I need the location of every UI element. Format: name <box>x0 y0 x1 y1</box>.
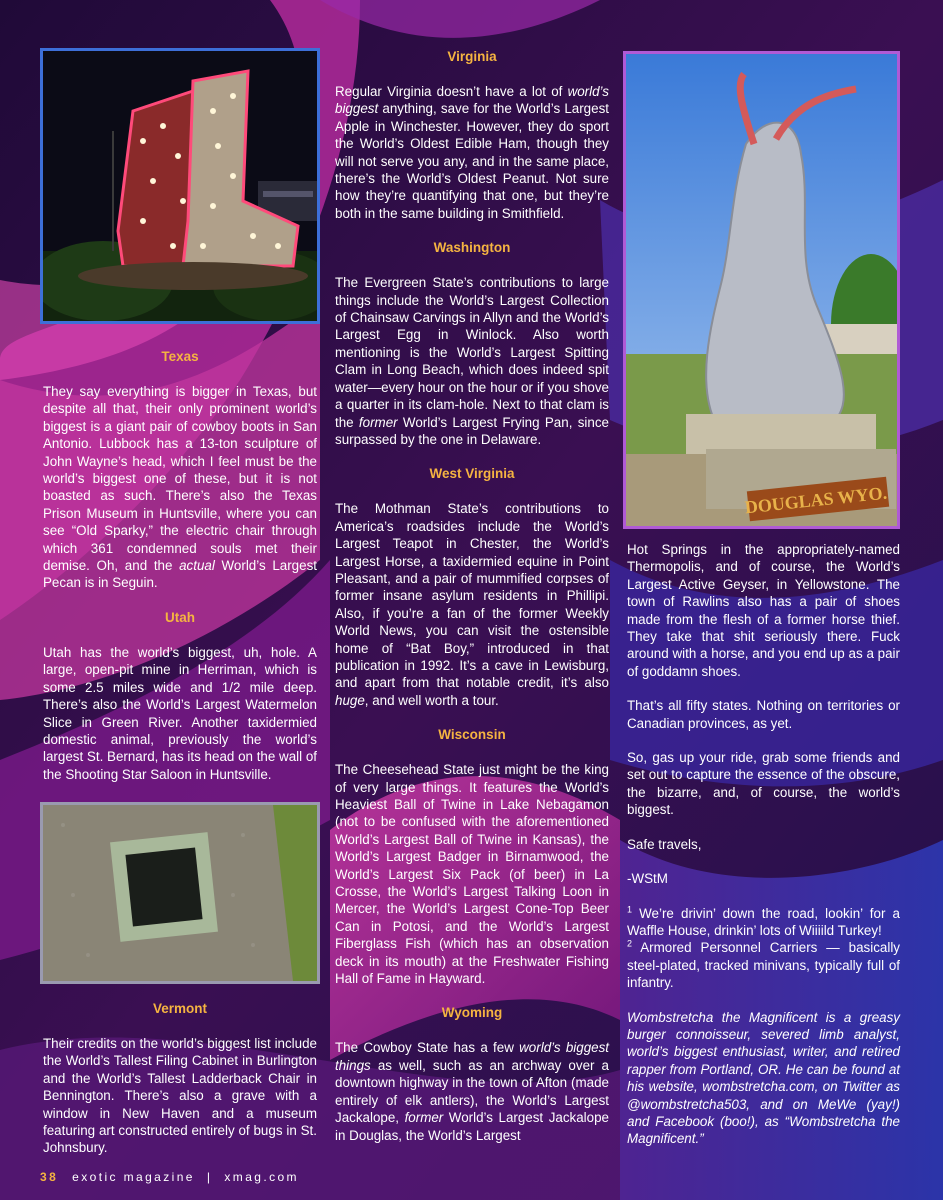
wyoming-paragraph: The Cowboy State has a few world’s biggest things as well, such as an archway over a downtown highway in the town of Afton (made entirely of elk antlers), the World’s Largest Jackalope, former World’s Largest Jackalope in Douglas, the World’s Largest <box>335 1040 610 1143</box>
footnote-2: $^2$ Armored Personnel Carriers — basically steel-plated, tracked minivans, typically full of infantry. <box>627 938 900 991</box>
closing-paragraph-1: That’s all fifty states. Nothing on territories or Canadian provinces, as yet. <box>627 698 900 731</box>
magazine-name: exotic magazine <box>72 1170 195 1184</box>
site-link[interactable]: xmag.com <box>224 1170 299 1184</box>
virginia-paragraph: Regular Virginia doesn’t have a lot of world’s biggest anything, save for the World’s Largest Apple in Winchester. However, they do sport the World’s Oldest Edible Ham, though they will not serve you any, and in the same place, there’s the World’s Oldest Peanut. Not sure how they’re quantifying that one, but they’re both in the same building in Smithfield. <box>335 84 609 221</box>
heading-washington: Washington <box>433 240 511 256</box>
closing-paragraph-2: So, gas up your ride, grab some friends and set out to capture the essence of the obscure, the bizarre, and, of course, the world’s biggest. <box>627 750 900 818</box>
wisconsin-paragraph: The Cheesehead State just might be the king of very large things. It features the World’s Heaviest Ball of Twine in Lake Nebagamon (not to be confused with the aforementioned World’s Largest Ball of Twine in Kansas), the World’s Largest Badger in Birnamwood, the World’s Largest Six Pack (of beer) in La Crosse, the World’s Largest Talking Loon in Mercer, the World’s Largest Cone-Top Beer Can in Potosi, and the World’s Largest Fiberglass Fish (which has an observation deck in its mouth) at the Freshwater Fishing Hall of Fame in Hayward. <box>335 762 609 987</box>
jackalope-photo <box>623 51 900 529</box>
sign-off: Safe travels, <box>627 836 702 852</box>
heading-vermont: Vermont <box>152 1001 207 1016</box>
washington-paragraph: The Evergreen State’s contributions to large things include the World’s Largest Collection of Chainsaw Carvings in Allyn and the World’s Largest Egg in Winlock. Also worth mentioning is the World’s Largest Spitting Clam in Long Beach, which does indeed spit water—every hour on the hour or if you shove a quarter in its clam-hole. Next to that clam is the former World’s Largest Frying Pan, since surpassed by the one in Delaware. <box>335 275 609 447</box>
cowboy-boots-photo <box>40 48 320 324</box>
vermont-paragraph: Their credits on the world’s biggest list include the World’s Tallest Filing Cabinet in Burlington and the World’s Tallest Ladderback Chair in Bennington. There’s also a grave with a window in New Haven and a museum featuring art constructed entirely of bugs in St. Johnsbury. <box>43 1036 317 1156</box>
column-2 <box>335 48 609 1161</box>
utah-paragraph: Utah has the world’s biggest, uh, hole. A large, open-pit mine in Herriman, which is some 2.5 miles wide and 1/2 mile deep. There’s also the World’s Largest Watermelon Slice in Green River. Another taxidermied domestic animal, previously the world’s largest St. Bernard, has its head on the wall of the Shooting Star Saloon in Huntsville. <box>43 644 317 782</box>
author-initials: -WStM <box>627 871 668 887</box>
wyoming-continued-paragraph: Hot Springs in the appropriately-named Thermopolis, and of course, the World’s Largest Active Geyser, in Yellowstone. The town of Rawlins also has a pair of shoes made from the flesh of a former horse thief. They take that shit seriously there. Fuck around with a horse, and you end up as a pair of goddamn shoes. <box>627 542 900 679</box>
grave-window-photo <box>40 802 320 984</box>
page-number: 38 <box>40 1170 59 1184</box>
heading-utah: Utah <box>165 609 195 625</box>
author-bio: Wombstretcha the Magnificent is a greasy burger connoisseur, severed limb analyst, world’s biggest enthusiast, writer, and retired rapper from Portland, OR. He can be found at his website, wombstretcha.com, on Twitter as @wombstretcha503, and on MeWe (yay!) and Facebook (boo!), as “Wombstretcha the Magnificent.” <box>627 1009 900 1147</box>
heading-west-virginia: West Virginia <box>429 466 515 482</box>
west-virginia-paragraph: The Mothman State’s contributions to America’s roadsides include the World’s Largest Teapot in Chester, the World’s Largest Horse, a taxidermied equine in Point Pleasant, and a pair of mummified corpses of former insane asylum residents in Phillipi. Also, if you’re a fan of the former Weekly World News, you can visit the ostensible home of “Bat Boy,” introduced in that publication in 1992. It’s a cave in Lewisburg, and apart from that notable credit, it’s also huge, and well worth a tour. <box>335 501 609 708</box>
jackalope-sign-text: DOUGLAS WYO. <box>743 482 888 518</box>
heading-texas: Texas <box>161 349 199 364</box>
column-1 <box>43 348 317 800</box>
heading-wisconsin: Wisconsin <box>438 727 506 743</box>
column-1-lower <box>43 1000 317 1174</box>
heading-wyoming: Wyoming <box>441 1005 503 1021</box>
texas-paragraph: They say everything is bigger in Texas, but despite all that, their only prominent world’s biggest is a giant pair of cowboy boots in San Antonio. Lubbock has a 13-ton sculpture of John Wayne’s head, which I feel must be the world’s biggest one of these, but it is not boasted as such. There’s also the Texas Prison Museum in Huntsville, where you can see “Old Sparky,” the electric chair through which 361 condemned souls met their demise. Oh, and the actual World’s Largest Pecan is in Seguin. <box>43 384 317 591</box>
footer-separator: | <box>206 1170 213 1184</box>
footnote-1: $^1$ We’re drivin’ down the road, lookin’ for a Waffle House, drinkin’ lots of Wiiiild Turkey! <box>627 904 900 938</box>
column-3 <box>627 541 900 1165</box>
page-footer <box>40 1170 299 1184</box>
heading-virginia: Virginia <box>447 49 497 64</box>
